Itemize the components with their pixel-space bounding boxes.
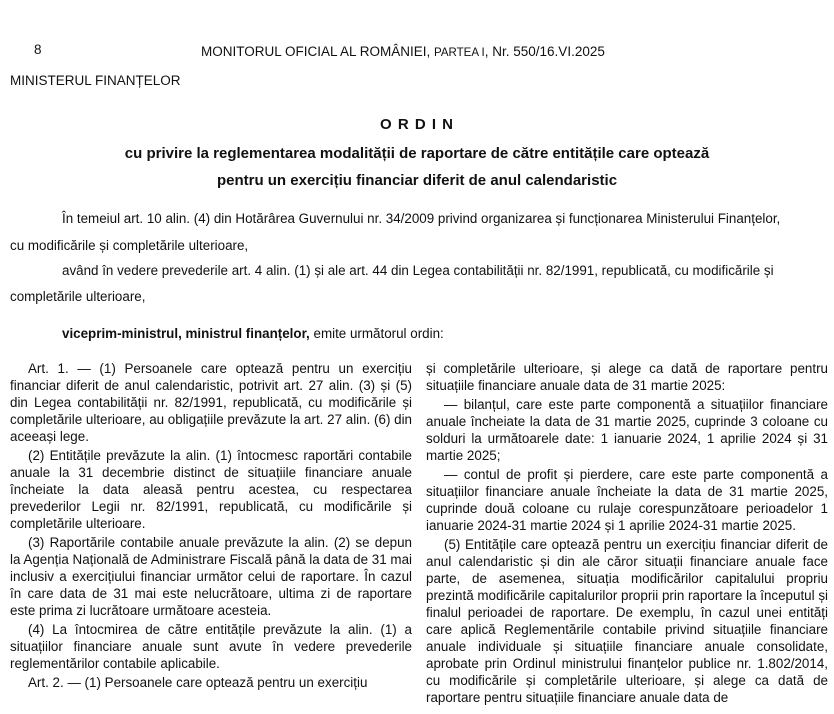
issuing-clause [62,325,444,342]
preamble-line-2: cu modificările și completările ulterioare, [10,238,249,253]
ministry-name: MINISTERUL FINANȚELOR [10,73,181,88]
preamble-line-4: completările ulterioare, [10,289,146,304]
right-column [426,360,828,708]
gazette-issue: , Nr. 550/16.VI.2025 [484,44,605,59]
article-1-para-1: Art. 1. — (1) Persoanele care optează pentru un exercițiu financiar diferit de anul calendaristic, potrivit art. 27 alin. (3) și (5) din Legea contabilității nr. 82/1991, republicată, cu modificările și completările ulterioare, au obligațiile prevăzute la art. 27 alin. (6) din aceeași lege. [10,361,412,444]
preamble-line-3: având în vedere prevederile art. 4 alin. (1) și ale art. 44 din Legea contabilității nr. 82/1991, republicată, cu modificările și [62,263,774,278]
profit-loss-item: — contul de profit și pierdere, care este parte componentă a situațiilor financiare anuale încheiate la data de 31 martie 2025, cuprinde două coloane cu rulaje corespunzătoare perioadelor 1 ianuarie 2024-31 martie 2024 și 1 aprilie 2024-31 martie 2025. [426,467,828,533]
article-para-5: (5) Entitățile care optează pentru un exercițiu financiar diferit de anul calendaristic și din ale căror situații financiare anuale face parte, de asemenea, situația modificărilor capitalului propriu prezintă modificările capitalurilor proprii prin raportare la începutul și finalul perioadei de raportare. De exemplu, în cazul unei entități care aplică Reglementările contabile privind situațiile financiare anuale individuale și situațiile financiare anuale consolidate, aprobate prin Ordinul ministrului finanțelor publice nr. 1.802/2014, cu modificările și completările ulterioare, și alege ca dată de raportare pentru situațiile financiare anuale data de [426,537,828,705]
gazette-title: MONITORUL OFICIAL AL ROMÂNIEI, [201,44,435,59]
issuer-action: emite următorul ordin: [309,326,444,341]
balance-sheet-item: — bilanțul, care este parte componentă a situațiilor financiare anuale încheiate la data de 31 martie 2025, cuprinde 3 coloane cu solduri la următoarele date: 1 ianuarie 2024, 1 aprilie 2024 și 31 martie 2025; [426,397,828,463]
order-subtitle-line-1: cu privire la reglementarea modalității de raportare de către entitățile care optează [124,145,710,162]
right-continuation: și completările ulterioare, și alege ca dată de raportare pentru situațiile financiare anuale data de 31 martie 2025: [426,361,828,393]
issuer-title: viceprim-ministrul, ministrul finanțelor, [62,326,310,341]
article-1-para-2: (2) Entitățile prevăzute la alin. (1) întocmesc raportări contabile anuale la 31 decembrie distinct de situațiile financiare anuale încheiate la data aleasă pentru acestea, cu respectarea prevederilor Legii nr. 82/1991, republicată, cu modificările și completările ulterioare. [10,448,412,531]
gazette-part: PARTEA I [434,47,485,59]
gazette-header [201,44,605,59]
order-title: O R D I N [379,116,454,133]
page-number: 8 [34,42,42,57]
article-1-para-4: (4) La întocmirea de către entitățile prevăzute la alin. (1) a situațiilor financiare anuale sunt avute în vedere prevederile reglementărilor contabile aplicabile. [10,622,412,671]
preamble-line-1: În temeiul art. 10 alin. (4) din Hotărârea Guvernului nr. 34/2009 privind organizarea și funcționarea Ministerului Finanțelor, [62,211,781,226]
order-subtitle-line-2: pentru un exercițiu financiar diferit de anul calendaristic [216,172,618,189]
article-1-para-3: (3) Raportările contabile anuale prevăzute la alin. (2) se depun la Agenția Națională de Administrare Fiscală până la data de 31 mai inclusiv a exercițiului financiar următor celui de raportare. În cazul în care data de 31 mai este nelucrătoare, ultima zi de raportare este prima zi lucrătoare următoare acesteia. [10,535,412,618]
left-column [10,360,412,693]
article-2-para-1: Art. 2. — (1) Persoanele care optează pentru un exercițiu [28,675,368,690]
